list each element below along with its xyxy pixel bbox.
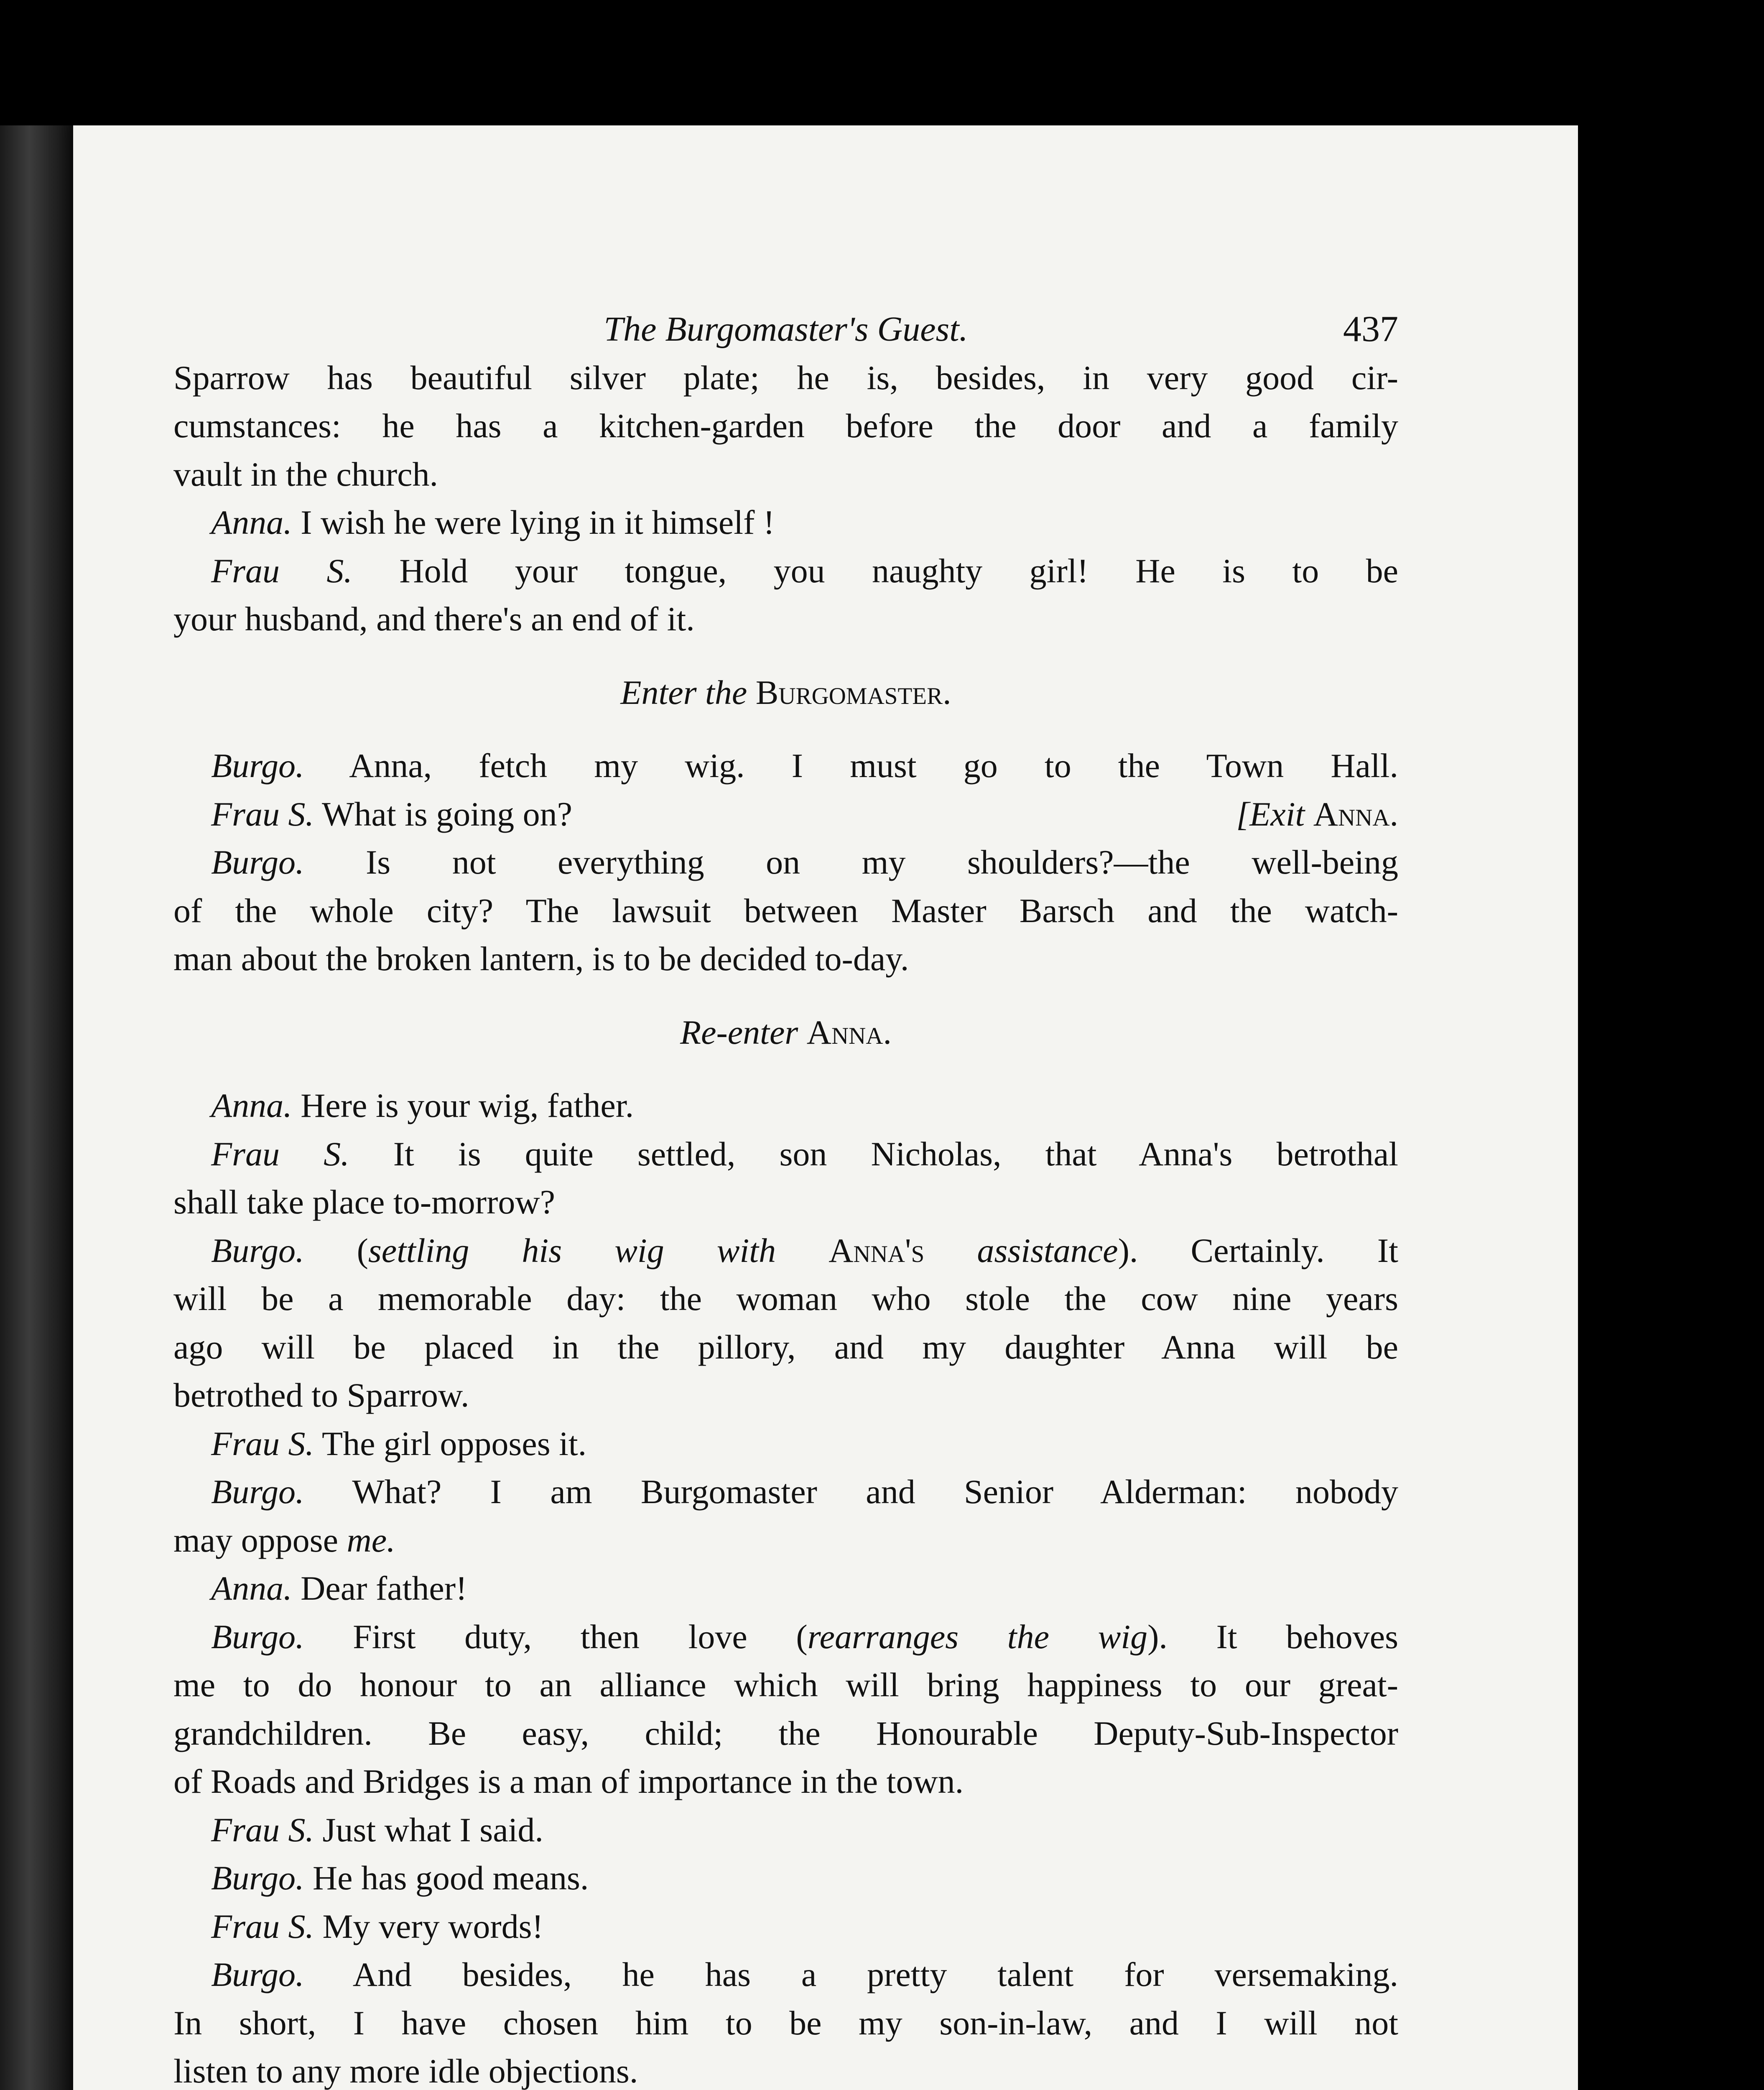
running-title: The Burgomaster's Guest.: [604, 310, 968, 349]
stage-direction-inline: settling his wig with: [368, 1231, 776, 1269]
speech-text: The girl opposes it.: [322, 1424, 587, 1463]
page-text: [173, 305, 1398, 2090]
text-line: of the whole city? The lawsuit between Master Barsch and the watch-: [173, 891, 1398, 930]
speech-text: He has good means.: [312, 1859, 589, 1897]
speech-text: And besides, he has a pretty talent for versemaking.: [352, 1955, 1398, 1993]
stage-direction-inline: rearranges the wig: [807, 1617, 1148, 1656]
text-line: of Roads and Bridges is a man of importance in the town.: [173, 1762, 964, 1800]
text-line: cumstances: he has a kitchen-garden before the door and a family: [173, 407, 1398, 445]
dialogue-line: [173, 1854, 1398, 1902]
text-line: In short, I have chosen him to be my son-in-law, and I will not: [173, 2003, 1398, 2042]
dialogue-line: [173, 1468, 1398, 1564]
stage-direction: [173, 668, 1398, 717]
emphasis-text: me.: [347, 1521, 395, 1559]
text-line: may oppose: [173, 1521, 338, 1559]
adjacent-page-edge: [0, 125, 73, 2090]
text-line: listen to any more idle objections.: [173, 2052, 638, 2090]
speech-text: What is going on?: [322, 795, 572, 833]
dialogue-line: [173, 1902, 1398, 1951]
text-line: vault in the church.: [173, 455, 438, 493]
speaker-name: Burgo.: [211, 843, 304, 881]
speaker-name: Frau S.: [211, 795, 314, 833]
speaker-name: Anna.: [211, 1569, 292, 1607]
text-line: will be a memorable day: the woman who stole the cow nine years: [173, 1279, 1398, 1318]
text-line: your husband, and there's an end of it.: [173, 600, 695, 638]
speech-text: My very words!: [322, 1907, 543, 1945]
speech-text: Dear father!: [301, 1569, 467, 1607]
dialogue-line: [173, 790, 1398, 839]
book-page: [73, 125, 1578, 2090]
speech-text: Is not everything on my shoulders?—the well-being: [365, 843, 1398, 881]
exit-direction: [1236, 790, 1398, 839]
stage-direction-text: Enter the: [620, 673, 747, 711]
exit-label: [Exit: [1236, 795, 1305, 833]
speech-text: ). Certainly. It: [1118, 1231, 1398, 1269]
dialogue-line: [173, 1950, 1398, 2090]
speech-text: Hold your tongue, you naughty girl! He is to be: [399, 551, 1399, 590]
speaker-name: Frau S.: [211, 1134, 349, 1173]
speech-text: First duty, then love (: [353, 1617, 808, 1656]
speaker-name: Burgo.: [211, 1231, 304, 1269]
speaker-name: Burgo.: [211, 1859, 304, 1897]
dialogue-line: [173, 1613, 1398, 1806]
speech-text: What? I am Burgomaster and Senior Alderman: nobody: [352, 1473, 1398, 1511]
speech-text: I wish he were lying in it himself !: [301, 503, 775, 541]
text-line: ago will be placed in the pillory, and my daughter Anna will be: [173, 1328, 1398, 1366]
dialogue-line: [173, 1564, 1398, 1613]
speaker-name: Frau S.: [211, 1810, 314, 1849]
speaker-name: Burgo.: [211, 1617, 304, 1656]
dialogue-line: [173, 547, 1398, 643]
page-number: 437: [1343, 309, 1398, 349]
text-line: Sparrow has beautiful silver plate; he is, besides, in very good cir-: [173, 358, 1398, 397]
character-name: Anna.: [1313, 795, 1398, 833]
speaker-name: Burgo.: [211, 1473, 304, 1511]
page-header: [173, 305, 1398, 354]
paren-open: (: [357, 1231, 368, 1269]
speaker-name: Burgo.: [211, 1955, 304, 1993]
speech-text: It is quite settled, son Nicholas, that Anna's betrothal: [393, 1134, 1399, 1173]
character-name: Anna's: [828, 1231, 925, 1269]
dialogue-line: [173, 1081, 1398, 1130]
speech-text: Just what I said.: [322, 1810, 543, 1849]
stage-direction-inline: assistance: [977, 1231, 1118, 1269]
text-line: man about the broken lantern, is to be decided to-day.: [173, 940, 909, 978]
character-name: Anna.: [806, 1013, 892, 1051]
dialogue-line: [173, 1420, 1398, 1468]
paragraph: [173, 354, 1398, 499]
dialogue-line: [173, 1130, 1398, 1226]
dialogue-line: [173, 1226, 1398, 1420]
speaker-name: Anna.: [211, 503, 292, 541]
speech-text: ). It behoves: [1147, 1617, 1399, 1656]
dialogue-line: [173, 1806, 1398, 1854]
stage-direction: [173, 1008, 1398, 1057]
dialogue-line: [173, 498, 1398, 547]
text-line: me to do honour to an alliance which will bring happiness to our great-: [173, 1666, 1398, 1704]
dialogue-line: [173, 742, 1398, 790]
dialogue-line: [173, 838, 1398, 983]
text-line: betrothed to Sparrow.: [173, 1376, 469, 1414]
text-line: grandchildren. Be easy, child; the Honourable Deputy-Sub-Inspector: [173, 1714, 1398, 1752]
speech-text: Here is your wig, father.: [301, 1086, 634, 1124]
speech-text: Anna, fetch my wig. I must go to the Town Hall.: [349, 747, 1398, 785]
speaker-name: Frau S.: [211, 1424, 314, 1463]
speaker-name: Anna.: [211, 1086, 292, 1124]
speaker-name: Frau S.: [211, 551, 352, 590]
text-line: shall take place to-morrow?: [173, 1183, 556, 1221]
speaker-name: Burgo.: [211, 747, 304, 785]
character-name: Burgomaster.: [755, 673, 951, 711]
stage-direction-text: Re-enter: [680, 1013, 798, 1051]
speaker-name: Frau S.: [211, 1907, 314, 1945]
